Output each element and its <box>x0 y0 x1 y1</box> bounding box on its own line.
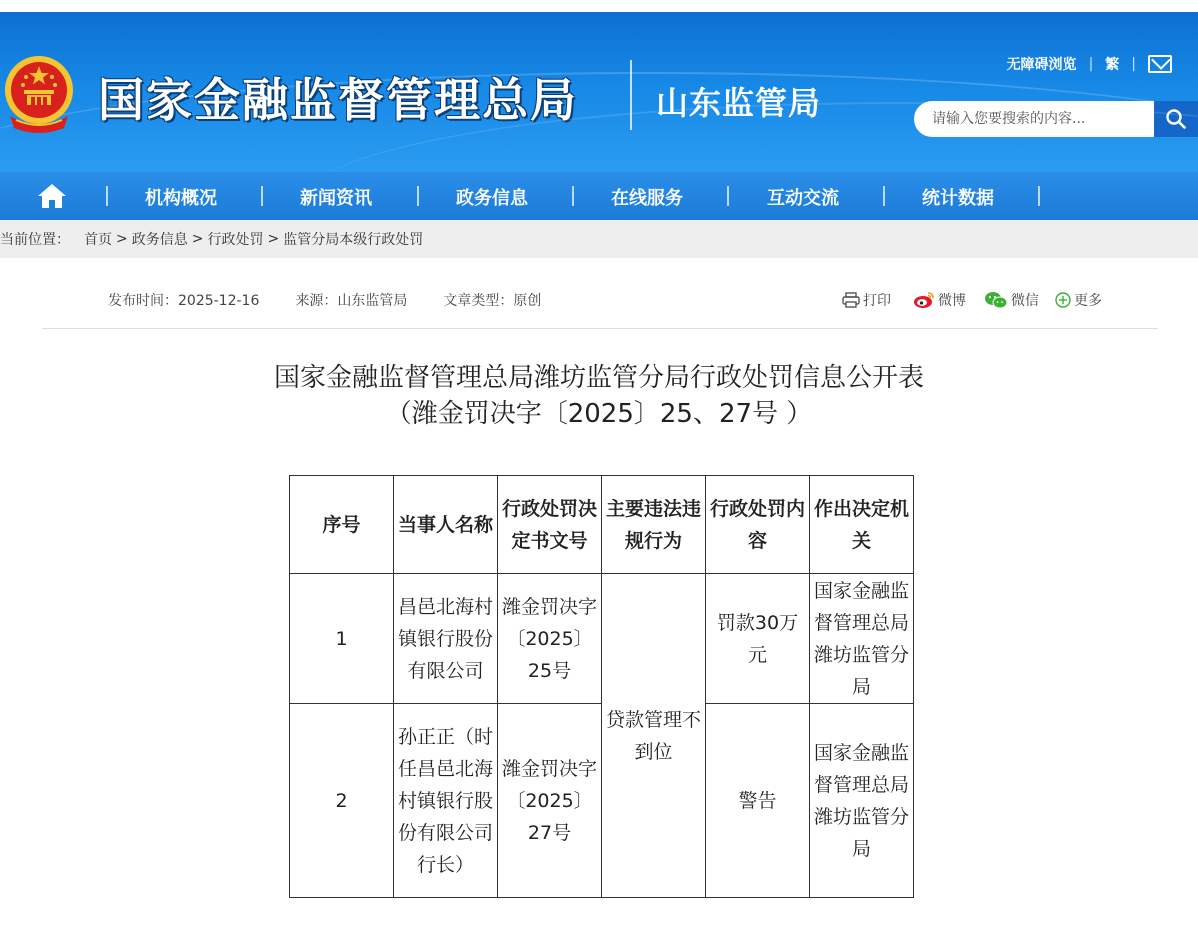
search-box <box>914 101 1198 137</box>
article-type: 文章类型：原创 <box>443 293 542 309</box>
weibo-share-button[interactable] <box>913 290 966 310</box>
nav-divider <box>106 186 108 206</box>
table-row <box>290 574 914 704</box>
nav-divider <box>417 186 419 206</box>
printer-icon <box>842 292 860 308</box>
nav-item-about[interactable]: 机构概况 <box>145 188 217 209</box>
header-index: 序号 <box>290 476 394 574</box>
search-button[interactable] <box>1154 101 1198 137</box>
cell-party: 昌邑北海村镇银行股份有限公司 <box>394 574 498 704</box>
header-violation: 主要违法违规行为 <box>602 476 706 574</box>
title-divider <box>630 60 632 130</box>
home-icon[interactable] <box>36 182 68 210</box>
traditional-chinese-link[interactable]: 繁 <box>1105 57 1120 73</box>
breadcrumb <box>0 220 1198 258</box>
accessible-browse-link[interactable]: 无障碍浏览 <box>1006 57 1077 73</box>
document-title <box>0 360 1198 432</box>
cell-doc-no: 潍金罚决字〔2025〕27号 <box>498 704 602 898</box>
breadcrumb-separator: > <box>191 231 204 247</box>
wechat-icon <box>984 291 1008 309</box>
cell-authority: 国家金融监督管理总局潍坊监管分局 <box>810 574 914 704</box>
header-party: 当事人名称 <box>394 476 498 574</box>
breadcrumb-label: 当前位置： <box>0 232 70 248</box>
print-button[interactable] <box>842 290 891 310</box>
national-emblem-icon[interactable] <box>2 50 76 134</box>
divider-line <box>42 328 1158 329</box>
search-icon <box>1165 108 1187 130</box>
document-title-line1: 国家金融监督管理总局潍坊监管分局行政处罚信息公开表 <box>273 363 924 393</box>
article-meta <box>108 290 541 310</box>
weibo-icon <box>913 291 935 309</box>
cell-violation: 贷款管理不到位 <box>602 574 706 898</box>
cell-authority: 国家金融监督管理总局潍坊监管分局 <box>810 704 914 898</box>
nav-divider <box>572 186 574 206</box>
plus-circle-icon <box>1055 292 1071 308</box>
cell-doc-no: 潍金罚决字〔2025〕25号 <box>498 574 602 704</box>
cell-party: 孙正正（时任昌邑北海村镇银行股份有限公司行长） <box>394 704 498 898</box>
breadcrumb-penalty[interactable]: 行政处罚 <box>207 232 264 248</box>
share-bar <box>842 290 1102 310</box>
wechat-share-button[interactable] <box>984 290 1039 310</box>
site-header <box>0 12 1198 172</box>
table-header-row <box>290 476 914 574</box>
sub-title[interactable]: 山东监管局 <box>656 84 822 122</box>
nav-item-government-info[interactable]: 政务信息 <box>456 188 528 209</box>
divider: | <box>1088 56 1094 72</box>
penalty-info-table <box>289 475 914 898</box>
publish-time: 发布时间：2025-12-16 <box>108 293 260 309</box>
nav-item-online-service[interactable]: 在线服务 <box>611 188 683 209</box>
site-title[interactable]: 国家金融监督管理总局 <box>98 73 578 127</box>
divider: | <box>1131 56 1136 72</box>
main-nav <box>0 172 1198 220</box>
nav-divider <box>261 186 263 206</box>
cell-index: 1 <box>290 574 394 704</box>
breadcrumb-separator: > <box>116 231 128 247</box>
breadcrumb-home[interactable]: 首页 <box>84 232 112 248</box>
top-links <box>1007 54 1172 74</box>
cell-penalty: 警告 <box>706 704 810 898</box>
more-share-button[interactable] <box>1055 290 1102 310</box>
nav-item-statistics[interactable]: 统计数据 <box>922 188 994 209</box>
breadcrumb-separator: > <box>267 231 280 247</box>
cell-index: 2 <box>290 704 394 898</box>
document-title-line2: （潍金罚决字〔2025〕25、27号 ） <box>385 399 813 429</box>
breadcrumb-government-info[interactable]: 政务信息 <box>131 232 188 248</box>
article-source: 来源：山东监管局 <box>295 293 408 309</box>
breadcrumb-current[interactable]: 监管分局本级行政处罚 <box>283 232 424 248</box>
nav-item-interaction[interactable]: 互动交流 <box>767 188 839 209</box>
more-label: 更多 <box>1074 293 1102 309</box>
nav-divider <box>727 186 729 206</box>
header-doc-no: 行政处罚决定书文号 <box>498 476 602 574</box>
header-penalty: 行政处罚内容 <box>706 476 810 574</box>
search-input[interactable] <box>914 102 1152 136</box>
nav-item-news[interactable]: 新闻资讯 <box>300 188 372 209</box>
cell-penalty: 罚款30万元 <box>706 574 810 704</box>
nav-divider <box>1038 186 1040 206</box>
header-authority: 作出决定机关 <box>810 476 914 574</box>
print-label: 打印 <box>863 293 891 309</box>
mail-icon[interactable] <box>1148 55 1172 73</box>
weibo-label: 微博 <box>938 293 966 309</box>
nav-divider <box>883 186 885 206</box>
wechat-label: 微信 <box>1011 293 1039 309</box>
